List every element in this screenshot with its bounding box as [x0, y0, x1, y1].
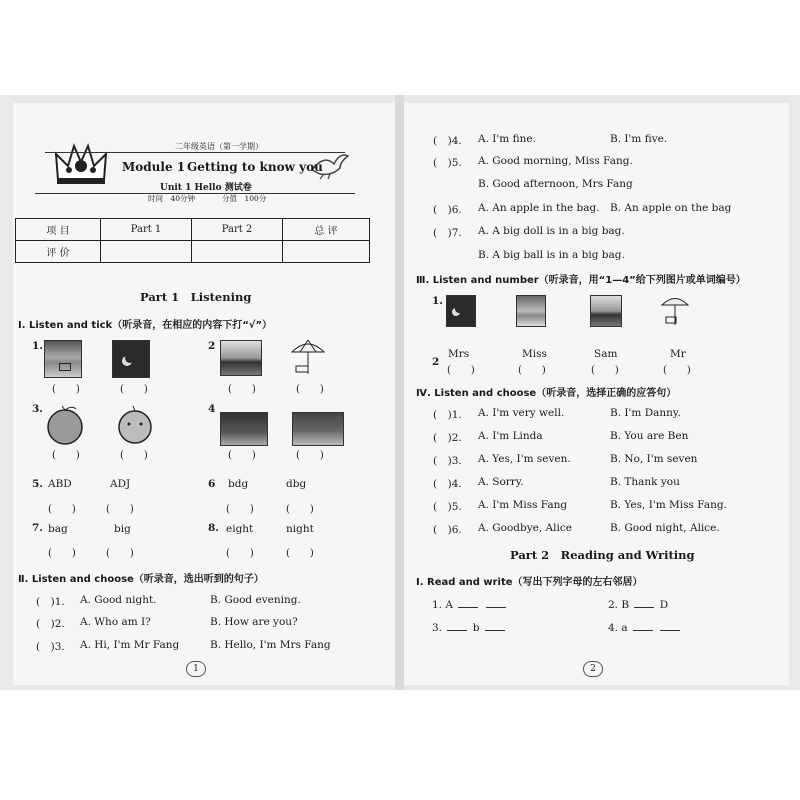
option-a: A. Good night.	[80, 594, 157, 606]
q7-option-a: bag	[48, 523, 68, 535]
q1-choice-b[interactable]: ( )	[120, 384, 148, 395]
q5-4-row	[608, 621, 682, 634]
option-a: A. Good morning, Miss Fang.	[478, 155, 633, 167]
number-box-3[interactable]: ( )	[591, 365, 619, 376]
orange-face-icon	[115, 405, 155, 445]
score-header-total: 总 评	[283, 219, 370, 241]
option-b: B. I'm five.	[610, 133, 668, 145]
score-table	[15, 218, 370, 263]
q5-1-row	[432, 598, 508, 611]
section2-heading: Ⅱ. Listen and choose（听录音，选出听到的句子）	[18, 574, 264, 585]
q8-option-b: night	[286, 523, 314, 535]
option-b: B. Hello, I'm Mrs Fang	[210, 639, 331, 651]
q1-picture-b	[112, 340, 150, 378]
q1-choice-a[interactable]: ( )	[52, 384, 80, 395]
q6-option-b: dbg	[286, 478, 307, 490]
q5-number: 5.	[32, 478, 43, 490]
option-a: A. Sorry.	[478, 476, 524, 488]
beach-umbrella-icon	[660, 295, 690, 327]
header-rule-top	[45, 152, 345, 153]
q5-option-b: ADJ	[110, 478, 131, 490]
blank-input[interactable]	[485, 621, 505, 631]
list-item[interactable]: ( )2.	[433, 432, 462, 444]
score-cell-part2[interactable]	[192, 241, 283, 263]
sec3-picture-beach	[516, 295, 546, 327]
section3-heading: Ⅲ. Listen and number（听录音，用“1—4”给下列图片或单词编号）	[416, 275, 746, 286]
module-label: Module 1	[122, 160, 186, 174]
unit-title: Unit 1 Hello 测试卷	[160, 183, 252, 193]
list-item[interactable]: ( )5.	[433, 157, 462, 169]
score-header-part1: Part 1	[101, 219, 192, 241]
option-b: B. You are Ben	[610, 430, 689, 442]
number-box-1[interactable]: ( )	[447, 365, 475, 376]
q5-choice-b[interactable]: ( )	[106, 504, 134, 515]
option-b: B. A big ball is in a big bag.	[478, 249, 625, 261]
beach-umbrella-icon	[290, 340, 326, 376]
page-number-right: 2	[583, 661, 603, 677]
q3-choice-a[interactable]: ( )	[52, 450, 80, 461]
q7-choice-b[interactable]: ( )	[106, 548, 134, 559]
q6-choice-b[interactable]: ( )	[286, 504, 314, 515]
blank-input[interactable]	[660, 621, 680, 631]
list-item[interactable]: ( )1.	[433, 409, 462, 421]
section1-heading: Ⅰ. Listen and tick（听录音，在相应的内容下打“√”）	[18, 320, 273, 331]
q4-number: 4	[208, 403, 216, 415]
sec3-picture-moon	[446, 295, 476, 327]
q4-picture-a	[220, 412, 268, 446]
q6-choice-a[interactable]: ( )	[226, 504, 254, 515]
q6-option-a: bdg	[228, 478, 249, 490]
option-a: A. Goodbye, Alice	[478, 522, 572, 534]
crown-logo-icon	[52, 140, 110, 186]
list-item[interactable]: ( )6.	[433, 524, 462, 536]
q4-choice-a[interactable]: ( )	[228, 450, 256, 461]
score-header-part2: Part 2	[192, 219, 283, 241]
q4-picture-b	[292, 412, 344, 446]
word-mrs: Mrs	[448, 348, 470, 360]
word-mr: Mr	[670, 348, 686, 360]
option-a: A. Hi, I'm Mr Fang	[80, 639, 180, 651]
option-a: A. An apple in the bag.	[478, 202, 600, 214]
time-label: 时间 40分钟	[148, 194, 196, 203]
section4-heading: Ⅳ. Listen and choose（听录音，选择正确的应答句）	[416, 388, 677, 399]
option-b: B. I'm Danny.	[610, 407, 681, 419]
q2-number: 2	[208, 340, 216, 352]
q2-picture-a	[220, 340, 262, 376]
list-item[interactable]: ( )7.	[433, 227, 462, 239]
list-item[interactable]: ( )1.	[36, 596, 65, 608]
q5-choice-a[interactable]: ( )	[48, 504, 76, 515]
score-label: 分值 100分	[222, 194, 267, 203]
option-b: B. Yes, I'm Miss Fang.	[610, 499, 727, 511]
q5-2-label: 2. B	[608, 599, 630, 611]
list-item[interactable]: ( )2.	[36, 618, 65, 630]
option-a: A. I'm fine.	[478, 133, 536, 145]
q8-number: 8.	[208, 522, 219, 534]
option-b: B. Good evening.	[210, 594, 301, 606]
list-item[interactable]: ( )3.	[433, 455, 462, 467]
option-b: B. How are you?	[210, 616, 298, 628]
q7-choice-a[interactable]: ( )	[48, 548, 76, 559]
word-miss: Miss	[522, 348, 547, 360]
list-item[interactable]: ( )3.	[36, 641, 65, 653]
part1-title: Part 1 Listening	[140, 290, 252, 304]
book-gutter	[395, 95, 404, 690]
list-item[interactable]: ( )6.	[433, 204, 462, 216]
option-a: A. I'm very well.	[478, 407, 565, 419]
q1-number: 1.	[32, 340, 43, 352]
blank-input[interactable]	[486, 598, 506, 608]
moon-icon	[455, 305, 463, 313]
option-a: A. Who am I?	[80, 616, 151, 628]
q5-2-row	[608, 598, 668, 611]
q1-picture-a	[44, 340, 82, 378]
blank-input[interactable]	[458, 598, 478, 608]
option-a: A. Yes, I'm seven.	[478, 453, 571, 465]
moon-icon	[125, 353, 135, 363]
q2-choice-b[interactable]: ( )	[296, 384, 324, 395]
score-row-eval: 评 价	[16, 241, 101, 263]
sec3-picture-sunset	[590, 295, 622, 327]
q5-option-a: ABD	[48, 478, 72, 490]
q2-choice-a[interactable]: ( )	[228, 384, 256, 395]
list-item[interactable]: ( )4.	[433, 478, 462, 490]
page-number-left: 1	[186, 661, 206, 677]
option-b: B. An apple on the bag	[610, 202, 732, 214]
q5-4-label: 4. a	[608, 622, 628, 634]
row1-number: 1.	[432, 295, 443, 307]
list-item[interactable]: ( )5.	[433, 501, 462, 513]
q8-choice-b[interactable]: ( )	[286, 548, 314, 559]
list-item[interactable]: ( )4.	[433, 135, 462, 147]
q5-3-row	[432, 621, 507, 634]
option-a: A. A big doll is in a big bag.	[478, 225, 625, 237]
option-b: B. Good night, Alice.	[610, 522, 720, 534]
beach-chair-icon	[59, 363, 71, 371]
option-a: A. I'm Miss Fang	[478, 499, 568, 511]
option-b: B. No, I'm seven	[610, 453, 698, 465]
word-sam: Sam	[594, 348, 618, 360]
part2-title: Part 2 Reading and Writing	[510, 548, 695, 562]
q5-3-label: 3.	[432, 622, 443, 634]
q7-number: 7.	[32, 522, 43, 534]
orange-icon	[44, 405, 86, 445]
q3-number: 3.	[32, 403, 43, 415]
q8-option-a: eight	[226, 523, 254, 535]
blank-input[interactable]	[447, 621, 467, 631]
blank-input[interactable]	[633, 621, 653, 631]
q7-option-b: big	[114, 523, 131, 535]
row2-number: 2	[432, 356, 440, 368]
q5-3-mid: b	[472, 622, 480, 634]
option-b: B. Thank you	[610, 476, 680, 488]
number-box-2[interactable]: ( )	[518, 365, 546, 376]
number-box-4[interactable]: ( )	[663, 365, 691, 376]
option-a: A. I'm Linda	[478, 430, 543, 442]
module-title: Getting to know you	[187, 160, 323, 174]
book-title: 二年级英语（第一学期）	[175, 142, 263, 151]
q5-1-label: 1. A	[432, 599, 453, 611]
q5-2-end: D	[659, 599, 669, 611]
blank-input[interactable]	[634, 598, 654, 608]
section5-heading: Ⅰ. Read and write（写出下列字母的左右邻居）	[416, 577, 643, 588]
option-b: B. Good afternoon, Mrs Fang	[478, 178, 633, 190]
score-cell-part1[interactable]	[101, 241, 192, 263]
q4-choice-b[interactable]: ( )	[296, 450, 324, 461]
q6-number: 6	[208, 478, 216, 490]
score-cell-total[interactable]	[283, 241, 370, 263]
q3-choice-b[interactable]: ( )	[120, 450, 148, 461]
q8-choice-a[interactable]: ( )	[226, 548, 254, 559]
score-header-item: 项 目	[16, 219, 101, 241]
